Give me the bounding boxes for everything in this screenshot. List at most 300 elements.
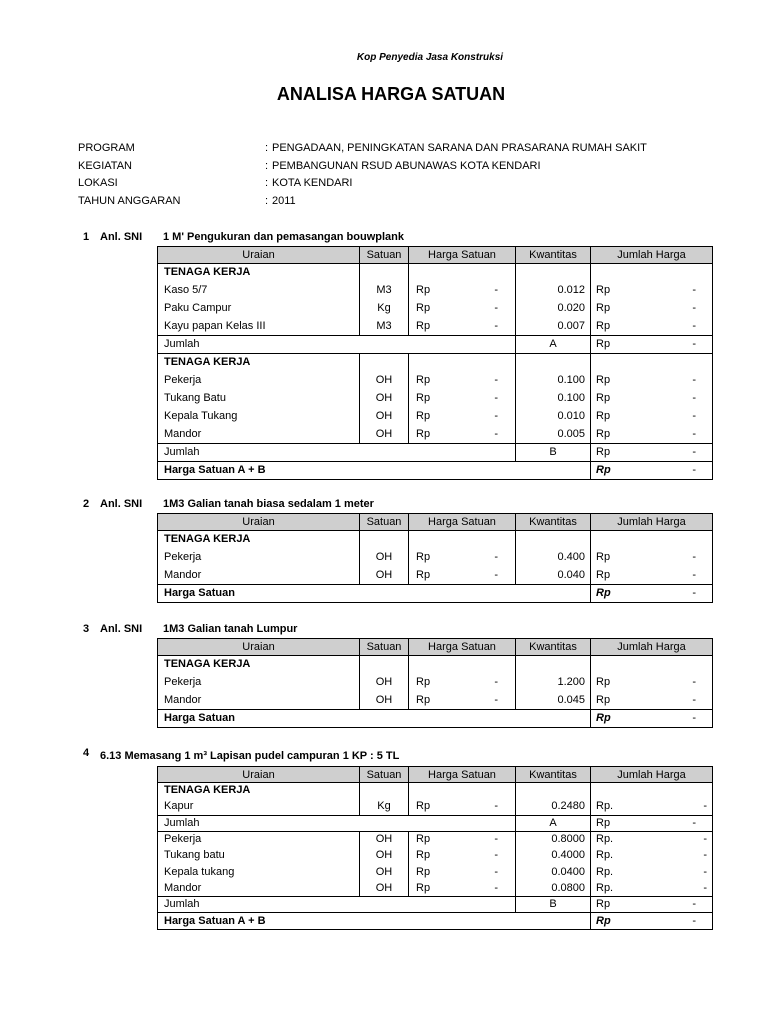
item-name: Paku Campur (158, 300, 360, 318)
header-row (158, 767, 713, 783)
header-row (158, 247, 713, 264)
section-number: 2 (82, 498, 90, 510)
amount-pair (591, 446, 712, 459)
currency-label: Rp (596, 302, 611, 314)
amount-pair (591, 898, 712, 911)
analysis-table (157, 638, 713, 728)
amount-value: - (494, 881, 498, 894)
amount-value: - (692, 898, 696, 911)
amount-value: - (692, 427, 696, 440)
analysis-section-3 (0, 622, 768, 724)
unit-price-cell (409, 880, 516, 896)
group-label: TENAGA KERJA (158, 531, 360, 549)
currency-label: Rp (596, 676, 611, 688)
amount-value: - (494, 833, 498, 846)
amount-pair (409, 882, 515, 895)
currency-label: Rp (596, 712, 611, 724)
unit-cell: OH (360, 880, 409, 896)
amount-pair (409, 302, 515, 315)
unit-cell: OH (360, 567, 409, 585)
info-label: LOKASI (78, 177, 118, 190)
total-price-cell (591, 300, 713, 318)
unit-price-cell (409, 549, 516, 567)
amount-value: - (692, 392, 696, 404)
amount-value: - (692, 464, 696, 476)
currency-label: Rp. (596, 833, 614, 846)
currency-label: Rp (416, 865, 431, 878)
info-row-kegiatan (78, 158, 718, 176)
amount-pair (409, 676, 515, 689)
amount-value: - (494, 693, 498, 706)
amount-pair (591, 866, 712, 879)
column-header: Jumlah Harga (591, 767, 713, 783)
amount-value: - (692, 587, 696, 599)
subtotal-row (158, 336, 713, 354)
amount-pair (409, 866, 515, 879)
group-row (158, 354, 713, 372)
currency-label: Rp (596, 551, 611, 563)
info-row-tahun-anggaran (78, 193, 718, 211)
total-row (158, 585, 713, 603)
unit-cell: OH (360, 426, 409, 444)
unit-cell: OH (360, 692, 409, 710)
amount-pair (591, 817, 712, 830)
total-price-cell (591, 848, 713, 864)
table-body (158, 783, 713, 930)
currency-label: Rp (596, 898, 611, 911)
currency-label: Rp (416, 410, 431, 422)
item-name: Mandor (158, 880, 360, 896)
total-price-cell (591, 318, 713, 336)
unit-price-cell (409, 390, 516, 408)
table-body (158, 531, 713, 603)
empty-cell (409, 531, 516, 549)
table-header (158, 247, 713, 264)
quantity-cell: 0.020 (516, 300, 591, 318)
item-row (158, 282, 713, 300)
currency-label: Rp (596, 464, 611, 476)
unit-cell: OH (360, 848, 409, 864)
currency-label: Rp (596, 392, 611, 404)
item-name: Kepala Tukang (158, 408, 360, 426)
quantity-cell: 0.100 (516, 372, 591, 390)
grand-total-label: Harga Satuan (158, 710, 591, 728)
amount-value: - (692, 319, 696, 332)
empty-cell (360, 264, 409, 282)
info-label: PROGRAM (78, 142, 135, 154)
subtotal-label: Jumlah (158, 336, 516, 354)
item-row (158, 549, 713, 567)
info-separator: : (265, 195, 269, 208)
item-row (158, 372, 713, 390)
currency-label: Rp (416, 374, 431, 386)
section-code: Anl. SNI (100, 623, 143, 635)
amount-value: - (703, 800, 707, 813)
subtotal-code: A (516, 336, 591, 354)
subtotal-amount-cell (591, 336, 713, 354)
unit-price-cell (409, 282, 516, 300)
item-row (158, 831, 713, 847)
item-name: Mandor (158, 567, 360, 585)
column-header: Kwantitas (516, 514, 591, 531)
item-name: Pekerja (158, 549, 360, 567)
item-name: Mandor (158, 426, 360, 444)
group-label: TENAGA KERJA (158, 264, 360, 282)
currency-label: Rp (416, 392, 431, 404)
unit-cell: OH (360, 831, 409, 847)
subtotal-amount-cell (591, 897, 713, 913)
section-heading (0, 622, 768, 636)
grand-total-amount-cell (591, 462, 713, 480)
column-header: Uraian (158, 514, 360, 531)
amount-value: - (692, 338, 696, 350)
column-header: Harga Satuan (409, 514, 516, 531)
group-row (158, 531, 713, 549)
currency-label: Rp (596, 587, 611, 599)
currency-label: Rp (416, 676, 431, 688)
empty-cell (591, 264, 713, 282)
item-name: Kayu papan Kelas III (158, 318, 360, 336)
subtotal-row (158, 444, 713, 462)
currency-label: Rp (596, 693, 611, 706)
currency-label: Rp (596, 374, 611, 386)
total-price-cell (591, 426, 713, 444)
amount-value: - (692, 816, 696, 829)
unit-cell: Kg (360, 799, 409, 815)
grand-total-amount-cell (591, 585, 713, 603)
unit-cell: M3 (360, 318, 409, 336)
group-row (158, 264, 713, 282)
amount-value: - (703, 865, 707, 878)
subtotal-label: Jumlah (158, 897, 516, 913)
quantity-cell: 0.100 (516, 390, 591, 408)
item-row (158, 864, 713, 880)
column-header: Satuan (360, 767, 409, 783)
amount-value: - (494, 568, 498, 581)
empty-cell (591, 656, 713, 674)
info-label: KEGIATAN (78, 159, 132, 172)
item-row (158, 567, 713, 585)
group-label: TENAGA KERJA (158, 354, 360, 372)
info-separator: : (265, 177, 269, 190)
item-row (158, 880, 713, 896)
empty-cell (360, 783, 409, 799)
section-title: 1M3 Galian tanah Lumpur (163, 623, 298, 635)
currency-label: Rp (416, 568, 431, 581)
unit-price-cell (409, 831, 516, 847)
amount-pair (591, 569, 712, 582)
section-code: Anl. SNI (100, 498, 143, 510)
section-title: 1M3 Galian tanah biasa sedalam 1 meter (163, 498, 374, 510)
grand-total-amount-cell (591, 710, 713, 728)
amount-pair (409, 833, 515, 846)
amount-pair (591, 392, 712, 405)
column-header: Satuan (360, 247, 409, 264)
amount-value: - (692, 284, 696, 296)
empty-cell (360, 531, 409, 549)
amount-value: - (692, 410, 696, 422)
currency-label: Rp (596, 410, 611, 422)
section-number: 1 (82, 231, 90, 243)
grand-total-label: Harga Satuan A + B (158, 913, 591, 929)
empty-cell (516, 531, 591, 549)
currency-label: Rp. (596, 800, 614, 813)
amount-value: - (494, 865, 498, 878)
currency-label: Rp (596, 284, 611, 296)
amount-pair (591, 464, 712, 477)
amount-value: - (692, 302, 696, 314)
quantity-cell: 1.200 (516, 674, 591, 692)
item-row (158, 426, 713, 444)
table-body (158, 656, 713, 728)
empty-cell (591, 783, 713, 799)
column-header: Satuan (360, 639, 409, 656)
quantity-cell: 0.010 (516, 408, 591, 426)
info-label: TAHUN ANGGARAN (78, 195, 181, 208)
amount-value: - (494, 302, 498, 314)
amount-pair (591, 882, 712, 895)
unit-cell: M3 (360, 282, 409, 300)
total-row (158, 462, 713, 480)
column-header: Harga Satuan (409, 247, 516, 264)
amount-pair (591, 374, 712, 387)
amount-pair (409, 800, 515, 813)
section-title: 6.13 Memasang 1 m³ Lapisan pudel campuran 1 KP : 5 TL (100, 750, 400, 762)
currency-label: Rp (416, 693, 431, 706)
section-heading (0, 230, 768, 244)
amount-value: - (494, 849, 498, 862)
currency-label: Rp (416, 800, 431, 813)
amount-value: - (494, 392, 498, 404)
subtotal-row (158, 815, 713, 831)
empty-cell (409, 354, 516, 372)
quantity-cell: 0.0400 (516, 864, 591, 880)
item-row (158, 390, 713, 408)
total-price-cell (591, 799, 713, 815)
column-header: Harga Satuan (409, 767, 516, 783)
item-name: Pekerja (158, 674, 360, 692)
currency-label: Rp. (596, 881, 614, 894)
section-heading (0, 497, 768, 511)
item-name: Tukang Batu (158, 390, 360, 408)
grand-total-label: Harga Satuan (158, 585, 591, 603)
amount-pair (591, 320, 712, 333)
unit-price-cell (409, 567, 516, 585)
quantity-cell: 0.012 (516, 282, 591, 300)
currency-label: Rp (596, 568, 611, 581)
amount-pair (591, 551, 712, 564)
currency-label: Rp (596, 446, 611, 458)
amount-pair (591, 849, 712, 862)
total-price-cell (591, 567, 713, 585)
amount-value: - (692, 676, 696, 688)
subtotal-amount-cell (591, 444, 713, 462)
item-name: Kaso 5/7 (158, 282, 360, 300)
unit-price-cell (409, 692, 516, 710)
amount-value: - (703, 881, 707, 894)
empty-cell (360, 354, 409, 372)
currency-label: Rp. (596, 865, 614, 878)
quantity-cell: 0.4000 (516, 848, 591, 864)
subtotal-code: A (516, 815, 591, 831)
total-row (158, 913, 713, 929)
column-header: Uraian (158, 247, 360, 264)
unit-price-cell (409, 674, 516, 692)
currency-label: Rp (416, 849, 431, 862)
amount-pair (409, 849, 515, 862)
amount-value: - (692, 914, 696, 927)
amount-pair (409, 374, 515, 387)
column-header: Kwantitas (516, 767, 591, 783)
amount-pair (591, 410, 712, 423)
currency-label: Rp (596, 338, 611, 350)
quantity-cell: 0.2480 (516, 799, 591, 815)
unit-cell: OH (360, 549, 409, 567)
currency-label: Rp (416, 284, 431, 296)
total-price-cell (591, 408, 713, 426)
item-row (158, 848, 713, 864)
unit-cell: Kg (360, 300, 409, 318)
unit-price-cell (409, 426, 516, 444)
column-header: Uraian (158, 767, 360, 783)
currency-label: Rp (596, 816, 611, 829)
total-price-cell (591, 831, 713, 847)
total-price-cell (591, 692, 713, 710)
contractor-letterhead: Kop Penyedia Jasa Konstruksi (356, 52, 504, 63)
empty-cell (516, 656, 591, 674)
amount-pair (409, 284, 515, 297)
total-price-cell (591, 880, 713, 896)
unit-price-cell (409, 864, 516, 880)
unit-cell: OH (360, 408, 409, 426)
amount-value: - (494, 551, 498, 563)
info-separator: : (265, 159, 269, 172)
unit-price-cell (409, 408, 516, 426)
amount-pair (591, 428, 712, 441)
empty-cell (591, 354, 713, 372)
group-row (158, 783, 713, 799)
amount-pair (591, 284, 712, 297)
currency-label: Rp (596, 914, 611, 927)
currency-label: Rp (416, 427, 431, 440)
amount-pair (409, 392, 515, 405)
total-price-cell (591, 864, 713, 880)
total-row (158, 710, 713, 728)
amount-pair (409, 569, 515, 582)
total-price-cell (591, 549, 713, 567)
empty-cell (409, 656, 516, 674)
quantity-cell: 0.040 (516, 567, 591, 585)
quantity-cell: 0.005 (516, 426, 591, 444)
empty-cell (591, 531, 713, 549)
item-name: Mandor (158, 692, 360, 710)
empty-cell (360, 656, 409, 674)
amount-pair (409, 428, 515, 441)
amount-value: - (494, 374, 498, 386)
total-price-cell (591, 282, 713, 300)
table-header (158, 767, 713, 783)
column-header: Jumlah Harga (591, 514, 713, 531)
currency-label: Rp. (596, 849, 614, 862)
analysis-section-4 (0, 747, 768, 927)
amount-pair (409, 694, 515, 707)
amount-value: - (494, 427, 498, 440)
group-label: TENAGA KERJA (158, 656, 360, 674)
item-name: Pekerja (158, 372, 360, 390)
currency-label: Rp (416, 302, 431, 314)
amount-pair (409, 551, 515, 564)
table-header (158, 514, 713, 531)
header-row (158, 639, 713, 656)
unit-price-cell (409, 799, 516, 815)
amount-pair (409, 410, 515, 423)
amount-value: - (494, 284, 498, 296)
amount-value: - (692, 712, 696, 724)
info-value: PENGADAAN, PENINGKATAN SARANA DAN PRASARANA RUMAH SAKIT (272, 142, 647, 154)
empty-cell (409, 264, 516, 282)
amount-value: - (692, 446, 696, 458)
column-header: Uraian (158, 639, 360, 656)
column-header: Kwantitas (516, 247, 591, 264)
currency-label: Rp (596, 319, 611, 332)
currency-label: Rp (416, 319, 431, 332)
empty-cell (516, 783, 591, 799)
section-number: 3 (82, 623, 90, 635)
amount-pair (591, 833, 712, 846)
currency-label: Rp (416, 881, 431, 894)
analysis-table (157, 766, 713, 930)
empty-cell (516, 354, 591, 372)
total-price-cell (591, 372, 713, 390)
project-info (78, 140, 718, 211)
empty-cell (409, 783, 516, 799)
analysis-table (157, 246, 713, 480)
item-row (158, 799, 713, 815)
subtotal-row (158, 897, 713, 913)
unit-price-cell (409, 848, 516, 864)
subtotal-label: Jumlah (158, 444, 516, 462)
currency-label: Rp (416, 551, 431, 563)
quantity-cell: 0.8000 (516, 831, 591, 847)
amount-value: - (494, 410, 498, 422)
unit-price-cell (409, 318, 516, 336)
analysis-section-2 (0, 497, 768, 599)
item-row (158, 692, 713, 710)
currency-label: Rp (416, 833, 431, 846)
info-separator: : (265, 142, 269, 154)
amount-value: - (703, 849, 707, 862)
table-body (158, 264, 713, 480)
group-row (158, 656, 713, 674)
amount-value: - (494, 676, 498, 688)
section-heading (0, 749, 768, 763)
quantity-cell: 0.045 (516, 692, 591, 710)
amount-value: - (692, 568, 696, 581)
info-value: 2011 (272, 195, 296, 208)
amount-pair (591, 694, 712, 707)
analysis-table (157, 513, 713, 603)
amount-value: - (692, 551, 696, 563)
amount-pair (591, 800, 712, 813)
column-header: Jumlah Harga (591, 247, 713, 264)
grand-total-amount-cell (591, 913, 713, 929)
unit-price-cell (409, 300, 516, 318)
unit-cell: OH (360, 372, 409, 390)
column-header: Kwantitas (516, 639, 591, 656)
header-row (158, 514, 713, 531)
amount-value: - (494, 800, 498, 813)
amount-pair (591, 915, 712, 928)
